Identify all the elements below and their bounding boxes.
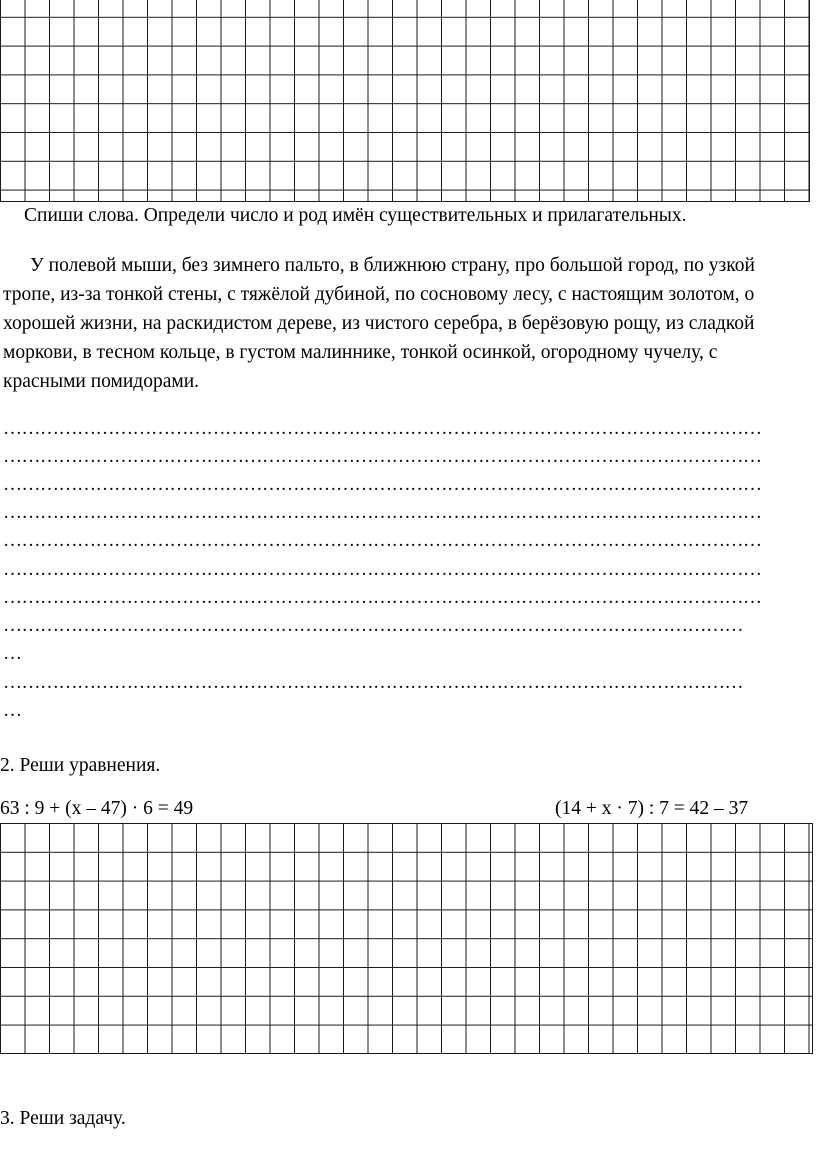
task1-instruction: Спиши слова. Определи число и род имён существительных и прилагательных.: [24, 205, 687, 226]
answer-line-4[interactable]: ……………………………………………………………………………………………………………: [3, 503, 762, 523]
answer-line-5[interactable]: ……………………………………………………………………………………………………………: [3, 531, 762, 551]
task2-heading: 2. Реши уравнения.: [0, 755, 161, 776]
task3-heading: 3. Реши задачу.: [0, 1108, 126, 1129]
answer-line-9-continuation: …: [3, 701, 22, 721]
answer-line-1[interactable]: ……………………………………………………………………………………………………………: [3, 419, 762, 439]
answer-line-8[interactable]: …………………………………………………………………………………………………………: [3, 616, 743, 636]
answer-line-6[interactable]: ……………………………………………………………………………………………………………: [3, 560, 762, 580]
top-grid-workspace: [0, 0, 810, 202]
equation-left: 63 : 9 + (х – 47) · 6 = 49: [0, 798, 194, 819]
answer-line-8-continuation: …: [3, 644, 22, 664]
bottom-grid-workspace: [0, 823, 813, 1054]
answer-line-9[interactable]: …………………………………………………………………………………………………………: [3, 673, 743, 693]
answer-line-7[interactable]: ……………………………………………………………………………………………………………: [3, 588, 762, 608]
answer-line-2[interactable]: ……………………………………………………………………………………………………………: [3, 447, 762, 467]
task1-text: У полевой мыши, без зимнего пальто, в ближнюю страну, про большой город, по узкой тропе, из-за тонкой стены, с тяжёлой дубиной, по сосновому лесу, с настоящим золотом, о хорошей жизни, на раскидистом дереве, из чистого серебра, в берёзовую рощу, из сладкой моркови, в тесном кольце, в густом малиннике, тонкой осинкой, огородному чучелу, с красными помидорами.: [3, 255, 755, 392]
answer-line-3[interactable]: ……………………………………………………………………………………………………………: [3, 475, 762, 495]
equation-right: (14 + х · 7) : 7 = 42 – 37: [555, 798, 749, 819]
task1-word-list: [3, 251, 803, 396]
